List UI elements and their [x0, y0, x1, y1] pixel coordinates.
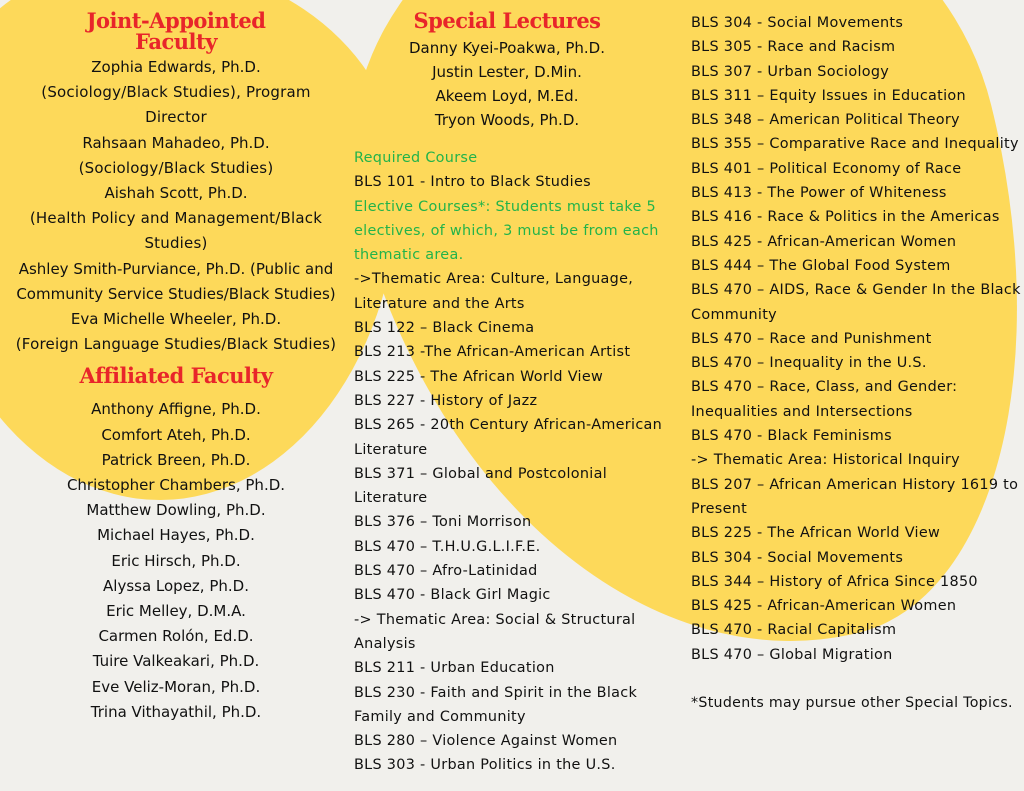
- course-item: BLS 425 - African-American Women: [691, 598, 957, 615]
- lecturer-name: Danny Kyei-Poakwa, Ph.D.: [408, 39, 606, 57]
- course-item: BLS 265 - 20th Century African-American Literature: [354, 417, 663, 458]
- joint-faculty-heading: [0, 0, 352, 52]
- affiliated-faculty-member: Anthony Affigne, Ph.D.: [91, 400, 261, 419]
- affiliated-faculty-member: Patrick Breen, Ph.D.: [101, 450, 251, 469]
- course-item: BLS 444 – The Global Food System: [691, 257, 951, 274]
- faculty-name: Ashley Smith-Purviance, Ph.D. (Public and Community Service Studies/Black Studies): [16, 259, 336, 303]
- faculty-department: (Sociology/Black Studies): [78, 158, 274, 177]
- course-item: BLS 207 – African American History 1619 to Present: [691, 476, 1019, 517]
- course-item: BLS 211 - Urban Education: [354, 660, 555, 677]
- affiliated-faculty-member: Christopher Chambers, Ph.D.: [66, 476, 286, 495]
- affiliated-faculty-member: Michael Hayes, Ph.D.: [97, 526, 255, 545]
- course-item: BLS 470 – Afro-Latinidad: [354, 563, 538, 580]
- joint-faculty-member: [12, 131, 340, 181]
- thematic-area-label: -> Thematic Area: Historical Inquiry: [691, 452, 960, 469]
- course-item: BLS 225 - The African World View: [691, 525, 941, 542]
- course-item: BLS 122 – Black Cinema: [354, 320, 535, 337]
- course-item: BLS 470 – Inequality in the U.S.: [691, 355, 927, 372]
- course-item: BLS 416 - Race & Politics in the Americas: [691, 209, 1000, 226]
- affiliated-faculty-member: Tuire Valkeakari, Ph.D.: [92, 652, 260, 671]
- elective-courses-label: Elective Courses*: Students must take 5 electives, of which, 3 must be from each thematic area.: [354, 198, 659, 264]
- affiliated-faculty-member: Comfort Ateh, Ph.D.: [101, 425, 251, 444]
- thematic-area-label: ->Thematic Area: Culture, Language, Literature and the Arts: [354, 271, 634, 312]
- faculty-department: (Health Policy and Management/Black Studies): [29, 209, 323, 253]
- course-item: BLS 348 – American Political Theory: [691, 112, 960, 129]
- affiliated-faculty-member: Eric Hirsch, Ph.D.: [111, 551, 241, 570]
- course-item: BLS 311 – Equity Issues in Education: [691, 87, 966, 104]
- course-item: BLS 305 - Race and Racism: [691, 39, 896, 56]
- course-item: BLS 425 - African-American Women: [691, 233, 957, 250]
- course-item: BLS 376 – Toni Morrison: [354, 514, 532, 531]
- course-item: BLS 344 – History of Africa Since 1850: [691, 573, 978, 590]
- course-item: BLS 225 - The African World View: [354, 368, 604, 385]
- special-lectures-heading: Special Lectures: [413, 8, 601, 33]
- course-item: BLS 303 - Urban Politics in the U.S.: [354, 757, 616, 774]
- course-item: BLS 371 – Global and Postcolonial Literature: [354, 465, 608, 507]
- course-item: BLS 230 - Faith and Spirit in the Black Family and Community: [354, 684, 638, 725]
- course-item: BLS 101 - Intro to Black Studies: [354, 174, 591, 191]
- joint-faculty-member: [12, 307, 340, 357]
- thematic-area-label: -> Thematic Area: Social & Structural Analysis: [354, 611, 636, 652]
- joint-faculty-member: [12, 181, 340, 257]
- joint-faculty-list: [0, 55, 352, 357]
- affiliated-faculty-member: Eve Veliz-Moran, Ph.D.: [91, 677, 261, 696]
- course-item: BLS 213 -The African-American Artist: [354, 344, 631, 361]
- course-item: BLS 470 - Racial Capitalism: [691, 622, 897, 639]
- faculty-name: Rahsaan Mahadeo, Ph.D.: [82, 133, 270, 152]
- courses-column-middle: [354, 0, 684, 778]
- affiliated-faculty-member: Matthew Dowling, Ph.D.: [86, 501, 266, 520]
- affiliated-faculty-heading: Affiliated Faculty: [79, 363, 273, 389]
- course-item: BLS 470 – Race and Punishment: [691, 330, 932, 347]
- course-item: BLS 470 - Black Girl Magic: [354, 587, 551, 604]
- course-item: BLS 470 – T.H.U.G.L.I.F.E.: [354, 538, 541, 555]
- affiliated-faculty-member: Alyssa Lopez, Ph.D.: [103, 576, 249, 595]
- affiliated-faculty-member: Eric Melley, D.M.A.: [106, 602, 246, 621]
- course-item: BLS 280 – Violence Against Women: [354, 733, 618, 750]
- faculty-department: (Foreign Language Studies/Black Studies): [15, 335, 337, 354]
- joint-faculty-heading-line2: Faculty: [135, 29, 217, 54]
- course-item: BLS 470 – Race, Class, and Gender: Inequalities and Intersections: [691, 379, 958, 420]
- course-item: BLS 470 - Black Feminisms: [691, 428, 892, 445]
- course-item: BLS 413 - The Power of Whiteness: [691, 185, 947, 202]
- course-item: BLS 470 – Global Migration: [691, 646, 893, 663]
- faculty-name: Aishah Scott, Ph.D.: [104, 184, 248, 203]
- lecturer-name: Justin Lester, D.Min.: [432, 63, 582, 81]
- faculty-column: [0, 0, 352, 725]
- course-list-right: [691, 0, 1021, 715]
- course-item: BLS 227 - History of Jazz: [354, 392, 538, 409]
- course-item: BLS 470 – AIDS, Race & Gender In the Black Community: [691, 282, 1021, 323]
- course-item: BLS 304 - Social Movements: [691, 549, 904, 566]
- course-item: BLS 304 - Social Movements: [691, 15, 904, 31]
- affiliated-faculty-list: [0, 397, 352, 725]
- course-item: BLS 307 - Urban Sociology: [691, 63, 890, 80]
- joint-faculty-member: [12, 55, 340, 131]
- faculty-department: (Sociology/Black Studies), Program Director: [41, 83, 311, 127]
- lecturer-name: Akeem Loyd, M.Ed.: [435, 87, 579, 105]
- faculty-name: Zophia Edwards, Ph.D.: [91, 58, 261, 76]
- joint-faculty-heading-line1: Joint-Appointed: [86, 8, 266, 33]
- courses-column-right: [691, 0, 1021, 715]
- affiliated-faculty-member: Carmen Rolón, Ed.D.: [98, 627, 254, 646]
- course-item: BLS 355 – Comparative Race and Inequality: [691, 136, 1019, 153]
- faculty-name: Eva Michelle Wheeler, Ph.D.: [70, 310, 282, 329]
- course-item: BLS 401 – Political Economy of Race: [691, 160, 962, 177]
- course-list-middle: [354, 146, 684, 778]
- required-course-label: Required Course: [354, 150, 478, 166]
- affiliated-faculty-member: Trina Vithayathil, Ph.D.: [90, 702, 262, 721]
- special-topics-footnote: *Students may pursue other Special Topics.: [691, 695, 1013, 712]
- special-lectures-list: [354, 36, 684, 132]
- joint-faculty-member: [12, 257, 340, 307]
- lecturer-name: Tryon Woods, Ph.D.: [434, 111, 580, 129]
